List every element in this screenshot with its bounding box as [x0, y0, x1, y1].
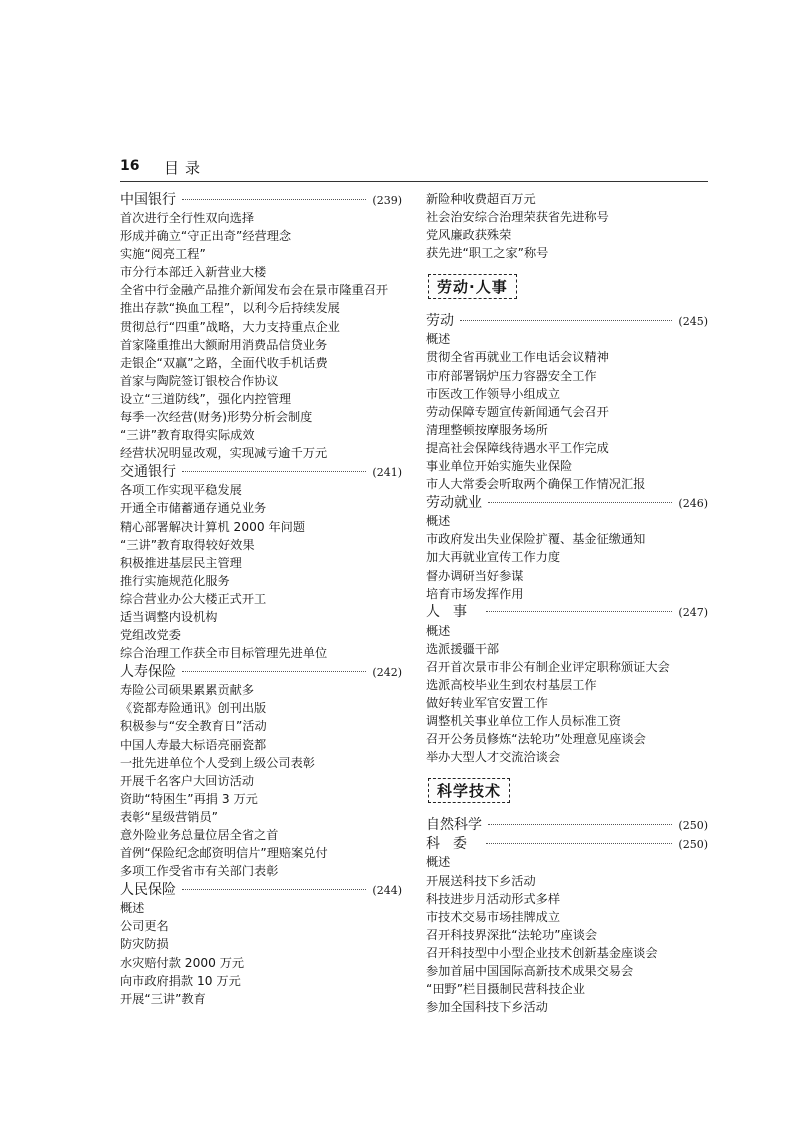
dot-leader: [460, 320, 672, 321]
toc-entry[interactable]: 概述: [426, 332, 451, 347]
toc-entry[interactable]: 做好转业军官安置工作: [426, 696, 548, 711]
toc-entry[interactable]: 培育市场发挥作用: [426, 586, 524, 601]
section-heading[interactable]: [120, 663, 402, 682]
category-block: [426, 262, 708, 311]
toc-entry[interactable]: 综合营业办公大楼正式开工: [120, 591, 267, 606]
toc-entry[interactable]: 实施“阅亮工程”: [120, 247, 206, 262]
toc-entry[interactable]: 走银企“双赢”之路，全面代收手机话费: [120, 355, 328, 370]
section-heading[interactable]: [426, 603, 708, 622]
section-title: 科委: [426, 835, 480, 852]
toc-entry[interactable]: 精心部署解决计算机 2000 年问题: [120, 519, 306, 534]
section-heading[interactable]: [426, 312, 708, 331]
section-heading[interactable]: [120, 191, 402, 210]
dot-leader: [182, 199, 366, 200]
toc-entry[interactable]: 防灾防损: [120, 937, 169, 952]
toc-entry[interactable]: 首次进行全行性双向选择: [120, 211, 255, 225]
toc-entry[interactable]: 社会治安综合治理荣获省先进称号: [426, 210, 609, 225]
toc-entry[interactable]: 积极参与“安全教育日”活动: [120, 719, 267, 734]
toc-entry[interactable]: 获先进“职工之家”称号: [426, 246, 549, 261]
toc-entry[interactable]: 意外险业务总量位居全省之首: [120, 828, 279, 842]
section-heading[interactable]: [426, 816, 708, 835]
toc-entry[interactable]: 推行实施规范化服务: [120, 573, 230, 588]
toc-entry[interactable]: 概述: [426, 855, 451, 870]
toc-entry[interactable]: 每季一次经营(财务)形势分析会制度: [120, 410, 313, 425]
section-page-number: (250): [678, 818, 708, 832]
toc-entry[interactable]: 召开首次景市非公有制企业评定职称颁证大会: [426, 659, 670, 674]
toc-entry[interactable]: 一批先进单位个人受到上级公司表彰: [120, 755, 315, 770]
toc-entry[interactable]: 设立“三道防线”，强化内控管理: [120, 391, 292, 406]
toc-entry[interactable]: 参加首届中国国际高新技术成果交易会: [426, 964, 634, 978]
section-heading[interactable]: [120, 463, 402, 482]
toc-entry[interactable]: 概述: [426, 623, 451, 638]
toc-entry[interactable]: 召开科技界深批“法轮功”座谈会: [426, 927, 598, 942]
category-heading: 劳动·人事: [428, 274, 517, 299]
section-page-number: (246): [678, 496, 708, 510]
dot-leader: [182, 889, 366, 890]
toc-entry[interactable]: 公司更名: [120, 919, 169, 934]
section-page-number: (242): [372, 665, 402, 679]
header-rule: [120, 181, 708, 182]
dot-leader: [488, 824, 672, 825]
dot-leader: [182, 471, 366, 472]
dot-leader: [486, 843, 672, 844]
toc-entry[interactable]: 市人大常委会听取两个确保工作情况汇报: [426, 477, 646, 492]
toc-entry[interactable]: 召开科技型中小型企业技术创新基金座谈会: [426, 945, 658, 960]
page-number: 16: [120, 158, 140, 174]
section-title: 中国银行: [120, 191, 176, 208]
toc-entry[interactable]: 事业单位开始实施失业保险: [426, 459, 573, 474]
toc-entry[interactable]: 选派援疆干部: [426, 641, 500, 656]
section-page-number: (239): [372, 193, 402, 207]
toc-entry[interactable]: 多项工作受省市有关部门表彰: [120, 864, 279, 879]
section-title: 劳动: [426, 312, 454, 329]
toc-entry[interactable]: 适当调整内设机构: [120, 609, 218, 624]
toc-entry[interactable]: 提高社会保障线待遇水平工作完成: [426, 440, 609, 455]
section-title: 交通银行: [120, 463, 176, 480]
section-page-number: (247): [678, 606, 708, 620]
toc-entry[interactable]: 市医改工作领导小组成立: [426, 386, 561, 401]
toc-entry[interactable]: 水灾赔付款 2000 万元: [120, 955, 245, 970]
toc-entry[interactable]: “三讲”教育取得较好效果: [120, 537, 255, 552]
toc-entry[interactable]: “田野”栏目摄制民营科技企业: [426, 982, 585, 997]
toc-entry[interactable]: 督办调研当好参谋: [426, 568, 524, 583]
page-title: 目录: [164, 159, 207, 177]
toc-entry[interactable]: 表彰“星级营销员”: [120, 809, 218, 824]
dot-leader: [486, 611, 672, 612]
toc-entry[interactable]: 经营状况明显改观，实现减亏逾千万元: [120, 446, 328, 461]
toc-entry[interactable]: 开展送科技下乡活动: [426, 873, 536, 888]
toc-entry[interactable]: 加大再就业宣传工作力度: [426, 550, 561, 565]
toc-entry[interactable]: 开展“三讲”教育: [120, 991, 206, 1006]
toc-entry[interactable]: 全省中行金融产品推介新闻发布会在景市隆重召开: [120, 283, 389, 298]
toc-entry[interactable]: 概述: [426, 514, 451, 529]
toc-entry[interactable]: 举办大型人才交流洽谈会: [426, 750, 561, 765]
toc-entry[interactable]: 首例“保险纪念邮资明信片”理赔案兑付: [120, 846, 328, 861]
toc-entry[interactable]: 推出存款“换血工程”，以利今后持续发展: [120, 301, 340, 316]
toc-entry[interactable]: 中国人寿最大标语亮丽瓷都: [120, 737, 267, 752]
toc-entry[interactable]: 新险种收费超百万元: [426, 192, 536, 206]
section-title: 人民保险: [120, 881, 176, 898]
toc-entry[interactable]: 贯彻全省再就业工作电话会议精神: [426, 350, 609, 365]
section-title: 自然科学: [426, 816, 482, 833]
section-page-number: (241): [372, 465, 402, 479]
category-heading: 科学技术: [428, 778, 510, 803]
section-page-number: (245): [678, 314, 708, 328]
section-heading[interactable]: [426, 835, 708, 854]
toc-entry[interactable]: 选派高校毕业生到农村基层工作: [426, 677, 597, 692]
toc-entry[interactable]: 召开公务员修炼“法轮功”处理意见座谈会: [426, 732, 646, 747]
section-page-number: (250): [678, 837, 708, 851]
dot-leader: [182, 671, 366, 672]
toc-entry[interactable]: 科技进步月活动形式多样: [426, 891, 561, 906]
page-header: [120, 158, 708, 182]
toc-column-left: [120, 190, 402, 1008]
toc-entry[interactable]: 寿险公司硕果累累贡献多: [120, 683, 255, 698]
toc-entry[interactable]: 市政府发出失业保险扩覆、基金征缴通知: [426, 532, 646, 547]
toc-entry[interactable]: 市技术交易市场挂牌成立: [426, 909, 561, 924]
toc-entry[interactable]: 资助“特困生”再捐 3 万元: [120, 791, 258, 806]
section-title: 劳动就业: [426, 494, 482, 511]
toc-entry[interactable]: 调整机关事业单位工作人员标准工资: [426, 714, 621, 729]
toc-entry[interactable]: 党组改党委: [120, 628, 181, 643]
toc-entry[interactable]: 参加全国科技下乡活动: [426, 1000, 548, 1015]
toc-entry[interactable]: 概述: [120, 901, 145, 916]
toc-entry[interactable]: 市分行本部迁入新营业大楼: [120, 265, 267, 280]
toc-entry[interactable]: 贯彻总行“四重”战略，大力支持重点企业: [120, 319, 340, 334]
toc-entry[interactable]: 清理整顿按摩服务场所: [426, 422, 548, 437]
toc-entry[interactable]: 党风廉政获殊荣: [426, 228, 512, 243]
toc-entry[interactable]: 形成并确立“守正出奇”经营理念: [120, 229, 292, 244]
toc-entry[interactable]: 首家与陶院签订银校合作协议: [120, 373, 279, 388]
section-title: 人事: [426, 604, 480, 621]
toc-entry[interactable]: 各项工作实现平稳发展: [120, 483, 242, 498]
toc-column-right: [426, 190, 708, 1016]
section-title: 人寿保险: [120, 663, 176, 680]
toc-entry[interactable]: “三讲”教育取得实际成效: [120, 428, 255, 443]
toc-entry[interactable]: 开通全市储蓄通存通兑业务: [120, 501, 267, 516]
section-heading[interactable]: [120, 881, 402, 900]
section-heading[interactable]: [426, 494, 708, 513]
toc-entry[interactable]: 向市政府捐款 10 万元: [120, 973, 241, 988]
toc-entry[interactable]: 首家隆重推出大额耐用消费品信贷业务: [120, 337, 328, 352]
dot-leader: [488, 502, 672, 503]
toc-entry[interactable]: 综合治理工作获全市目标管理先进单位: [120, 646, 328, 661]
category-block: [426, 766, 708, 815]
toc-entry[interactable]: 市府部署锅炉压力容器安全工作: [426, 368, 597, 383]
toc-entry[interactable]: 开展千名客户大回访活动: [120, 773, 255, 788]
toc-entry[interactable]: 《瓷都寿险通讯》创刊出版: [120, 701, 267, 716]
toc-entry[interactable]: 劳动保障专题宣传新闻通气会召开: [426, 404, 609, 419]
section-page-number: (244): [372, 883, 402, 897]
toc-entry[interactable]: 积极推进基层民主管理: [120, 555, 242, 570]
